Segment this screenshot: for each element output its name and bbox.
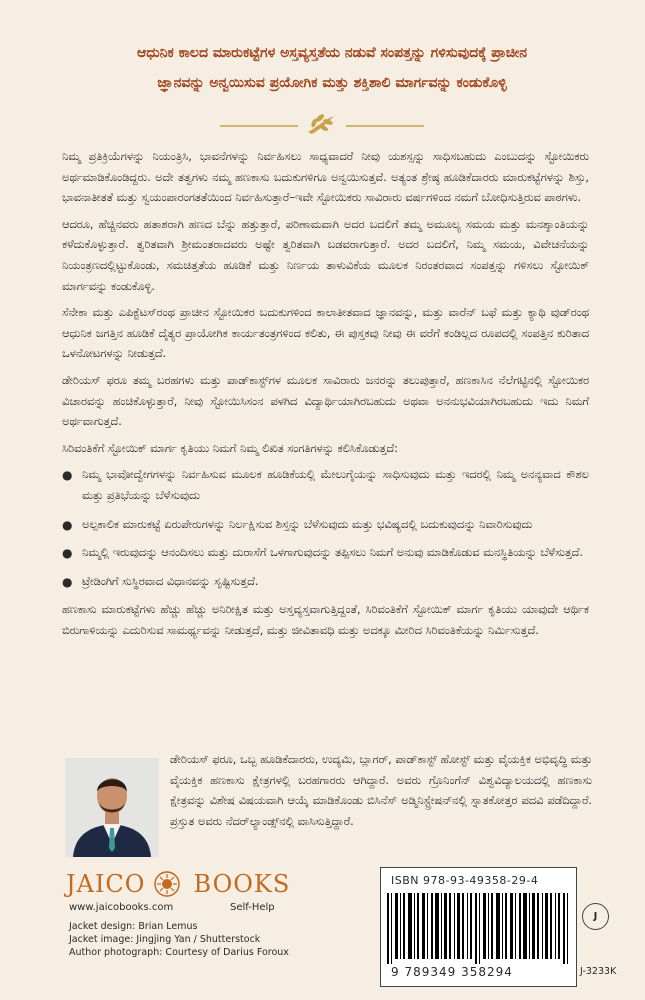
barcode-icon xyxy=(387,893,570,964)
headline-line-1: ಆಧುನಿಕ ಕಾಲದ ಮಾರುಕಟ್ಟೆಗಳ ಅಸ್ತವ್ಯಸ್ತತೆಯ ನಡುವೆ ಸಂಪತ್ತನ್ನು ಗಳಿಸುವುದಕ್ಕೆ ಪ್ರಾಚೀನ xyxy=(136,45,528,61)
blurb-paragraph: ಡೇರಿಯಸ್ ಫರೂ ತಮ್ಮ ಬರಹಗಳು ಮತ್ತು ಪಾಡ್‌ಕಾಸ್ಟ್‌ಗಳ ಮೂಲಕ ಸಾವಿರಾರು ಜನರನ್ನು ತಲುಪುತ್ತಾರೆ, ಹಣಕಾಸಿನ ನೆಲೆಗಟ್ಟಿನಲ್ಲಿ ಸ್ಟೋಯಿಕರ ವಿಚಾರವನ್ನು ಹಂಚಿಕೊಳ್ಳುತ್ತಾರೆ, ನೀವು ಸ್ಟೋಯಿಸಿಸಂನ ಪಳಗಿದ ವಿದ್ಯಾರ್ಥಿಯಾಗಿರಬಹುದು ಅಥವಾ ಅನನುಭವಿಯಾಗಿರಬಹುದು ಇದು ನಿಮಗೆ ಅರ್ಥವಾಗುತ್ತದೆ. xyxy=(62,373,589,429)
publisher-website: www.jaicobooks.com xyxy=(69,902,174,913)
catalog-code: J-3233K xyxy=(580,966,617,977)
list-item: ● ಅಲ್ಪಕಾಲಿಕ ಮಾರುಕಟ್ಟೆ ಏರುಪೇರುಗಳನ್ನು ನಿರ್ಲಕ್ಷಿಸುವ ಶಿಸ್ತನ್ನು ಬೆಳೆಸುವುದು ಮತ್ತು ಭವಿಷ್ಯದಲ್ಲಿ ಬದುಕುವುದನ್ನು ನಿವಾರಿಸುವುದು xyxy=(62,515,589,536)
credit-line: Author photograph: Courtesy of Darius Foroux xyxy=(69,947,289,958)
benefits-list xyxy=(62,465,589,592)
list-item: ● ನಿಮ್ಮ ಭಾವೋದ್ವೇಗಗಳನ್ನು ನಿರ್ವಹಿಸುವ ಮೂಲಕ ಹೂಡಿಕೆಯಲ್ಲಿ ಮೇಲುಗೈಯನ್ನು ಸಾಧಿಸುವುದು ಮತ್ತು ಇದರಲ್ಲಿ ನಿಮ್ಮ ಅನನ್ಯವಾದ ಕೌಶಲ ಮತ್ತು ಪ್ರತಿಭೆಯನ್ನು ಬೆಳೆಸುವುದು xyxy=(62,465,589,506)
blurb-body xyxy=(62,147,589,647)
barcode-panel xyxy=(380,867,577,987)
credit-line: Jacket image: Jingjing Yan / Shutterstock xyxy=(69,934,261,945)
sun-seal-icon xyxy=(153,870,181,898)
laurel-divider-icon xyxy=(216,108,428,142)
publisher-badge: J xyxy=(582,903,609,930)
headline-line-2: ಜ್ಞಾನವನ್ನು ಅನ್ವಯಿಸುವ ಪ್ರಯೋಗಿಕ ಮತ್ತು ಶಕ್ತಿಶಾಲಿ ಮಾರ್ಗವನ್ನು ಕಂಡುಕೊಳ್ಳಿ xyxy=(157,75,507,91)
author-bio: ಡೇರಿಯಸ್ ಫರೂ, ಒಬ್ಬ ಹೂಡಿಕೆದಾರರು, ಉದ್ಯಮಿ, ಬ್ಲಾಗರ್, ಪಾಡ್‌ಕಾಸ್ಟ್ ಹೋಸ್ಟ್ ಮತ್ತು ವೈಯಕ್ತಿಕ ಅಭಿವೃದ್ಧಿ ಮತ್ತು ವೈಯಕ್ತಿಕ ಹಣಕಾಸು ಕ್ಷೇತ್ರಗಳಲ್ಲಿ ಬರಹಗಾರರು ಆಗಿದ್ದಾರೆ. ಅವರು ಗ್ರೊನಿಂಗೆನ್ ವಿಶ್ವವಿದ್ಯಾಲಯದಲ್ಲಿ ಹಣಕಾಸು ಕ್ಷೇತ್ರವನ್ನು ವಿಶೇಷ ವಿಷಯವಾಗಿ ಆಯ್ಕೆ ಮಾಡಿಕೊಂಡು ಬಿಸಿನೆಸ್ ಅಡ್ಮಿನಿಸ್ಟ್ರೇಷನ್‌ನಲ್ಲಿ ಸ್ನಾತಕೋತ್ತರ ಪದವಿ ಪಡೆದಿದ್ದಾರೆ. ಪ್ರಸ್ತುತ ಅವರು ನೆದರ್‌ಲ್ಯಾಂಡ್ಸ್‌ನಲ್ಲಿ ವಾಸಿಸುತ್ತಿದ್ದಾರೆ. xyxy=(170,753,592,828)
blurb-paragraph: ಹಣಕಾಸು ಮಾರುಕಟ್ಟೆಗಳು ಹೆಚ್ಚು ಹೆಚ್ಚು ಅನಿರೀಕ್ಷಿತ ಮತ್ತು ಅಸ್ತವ್ಯಸ್ತವಾಗುತ್ತಿದ್ದಂತೆ, ಸಿರಿವಂತಿಕೆಗೆ ಸ್ಟೋಯಿಕ್ ಮಾರ್ಗ ಕೃತಿಯು ಯಾವುದೇ ಆರ್ಥಿಕ ಬಿರುಗಾಳಿಯನ್ನು ಎದುರಿಸುವ ಸಾಮರ್ಥ್ಯವನ್ನು ನೀಡುತ್ತದೆ, ಮತ್ತು ಜೀವಿತಾವಧಿ ಮತ್ತು ಅದಕ್ಕೂ ಮೀರಿದ ಸಿರಿವಂತಿಕೆಯನ್ನು ನಿರ್ಮಿಸುತ್ತದೆ. xyxy=(62,603,589,637)
barcode-number: 9 789349 358294 xyxy=(391,965,513,979)
credit-line: Jacket design: Brian Lemus xyxy=(69,921,198,932)
author-photo xyxy=(65,758,159,857)
back-cover-headline xyxy=(62,38,602,98)
isbn-label: ISBN 978-93-49358-29-4 xyxy=(391,874,539,887)
logo-right-text: BOOKS xyxy=(193,870,291,898)
logo-left-text: JAICO xyxy=(66,870,146,898)
list-item: ● ನಿಮ್ಮಲ್ಲಿ ಇರುವುದನ್ನು ಆನಂದಿಸಲು ಮತ್ತು ದುರಾಸೆಗೆ ಒಳಗಾಗುವುದನ್ನು ತಪ್ಪಿಸಲು ನಿಮಗೆ ಅನುವು ಮಾಡಿಕೊಡುವ ಮನಸ್ಥಿತಿಯನ್ನು ಬೆಳೆಸುತ್ತದೆ. xyxy=(62,543,589,564)
bullet-icon: ● xyxy=(62,468,73,483)
genre-label: Self-Help xyxy=(230,902,275,913)
bullet-icon: ● xyxy=(62,517,73,532)
bullet-icon: ● xyxy=(62,546,73,561)
blurb-paragraph: ಸೆನೇಕಾ ಮತ್ತು ಎಪಿಕ್ಟೆಟಸ್‌ರಂಥ ಪ್ರಾಚೀನ ಸ್ಟೋಯಿಕರ ಬದುಕುಗಳಿಂದ ಕಾಲಾತೀತವಾದ ಜ್ಞಾನವನ್ನು, ಮತ್ತು ವಾರೆನ್ ಬಫೆ ಮತ್ತು ಕ್ಯಾಥಿ ವುಡ್‌ರಂಥ ಆಧುನಿಕ ಜಗತ್ತಿನ ಹೂಡಿಕೆ ದೈತ್ಯರ ಪ್ರಾಯೋಗಿಕ ಕಾರ್ಯತಂತ್ರಗಳಿಂದ ಕಲಿತು, ಈ ಪುಸ್ತಕವು ನೀವು ಈ ವರೆಗೆ ಕಂಡಿಲ್ಲದ ರೂಪದಲ್ಲಿ ಸಂಪತ್ತಿನ ಕುರಿತಾದ ಒಳನೋಟಗಳನ್ನು ನೀಡುತ್ತದೆ. xyxy=(62,306,589,361)
bullet-icon: ● xyxy=(62,574,73,589)
blurb-paragraph: ಆದರೂ, ಹೆಚ್ಚಿನವರು ಹತಾಶರಾಗಿ ಹಣದ ಬೆನ್ನು ಹತ್ತುತ್ತಾರೆ, ಪರಿಣಾಮವಾಗಿ ಅದರ ಬದಲಿಗೆ ತಮ್ಮ ಅಮೂಲ್ಯ ಸಮಯ ಮತ್ತು ಮನಶ್ಶಾಂತಿಯನ್ನು ಕಳೆದುಕೊಳ್ಳುತ್ತಾರೆ. ತ್ವರಿತವಾಗಿ ಶ್ರೀಮಂತರಾದವರು ಅಷ್ಟೇ ತ್ವರಿತವಾಗಿ ಬಡವರಾಗುತ್ತಾರೆ. ಅದರ ಬದಲಿಗೆ, ನಿಮ್ಮ ಸಮಯ, ವಿವೇಚನೆಯನ್ನು ನಿಯಂತ್ರಣದಲ್ಲಿಟ್ಟುಕೊಂಡು, ಸಮಚಿತ್ತತೆಯ ಹೂಡಿಕೆ ಮತ್ತು ನಿರ್ಣಯ ತಾಳುವಿಕೆಯ ಮೂಲಕ ನಿರಂತರವಾದ ಸಂಪತ್ತನ್ನು ಗಳಿಸಲು ಸ್ಟೋಯಿಕ್ ಮಾರ್ಗವನ್ನು ಕಂಡುಕೊಳ್ಳಿ. xyxy=(62,217,589,293)
publisher-logo xyxy=(66,866,291,902)
blurb-paragraph: ನಿಮ್ಮ ಪ್ರತಿಕ್ರಿಯೆಗಳನ್ನು ನಿಯಂತ್ರಿಸಿ, ಭಾವನೆಗಳನ್ನು ನಿರ್ವಹಿಸಲು ಸಾಧ್ಯವಾದರೆ ನೀವು ಯಶಸ್ಸನ್ನು ಸಾಧಿಸಬಹುದು ಎಂಬುದನ್ನು ಸ್ಟೋಯಿಕರು ಅರ್ಥಮಾಡಿಕೊಂಡಿದ್ದರು. ಅದೇ ತತ್ವಗಳು ನಮ್ಮ ಹಣಕಾಸು ಬದುಕುಗಳಿಗೂ ಅನ್ವಯಿಸುತ್ತವೆ. ಅತ್ಯಂತ ಶ್ರೇಷ್ಠ ಹೂಡಿಕೆದಾರರು ಮಾರುಕಟ್ಟೆಗಳನ್ನು ಶಿಸ್ತು, ಭಾವನಾತೀತತೆ ಮತ್ತು ಸ್ವಯಂಪಾರಂಗತತೆಯಿಂದ ನಿರ್ವಹಿಸುತ್ತಾರೆ–ಇವೇ ಸ್ಟೋಯಿಕರು ಸಾವಿರಾರು ವರ್ಷಗಳಿಂದ ನಮಗೆ ಬೋಧಿಸುತ್ತಿರುವ ಪಾಠಗಳು. xyxy=(62,150,589,205)
list-item: ● ಟ್ರೇಡಿಂಗಿಗೆ ಸುಸ್ಥಿರವಾದ ವಿಧಾನವನ್ನು ಸೃಷ್ಟಿಸುತ್ತದೆ. xyxy=(62,572,589,593)
jacket-credits xyxy=(69,920,289,959)
blurb-paragraph: ಸಿರಿವಂತಿಕೆಗೆ ಸ್ಟೋಯಿಕ್ ಮಾರ್ಗ ಕೃತಿಯು ನಿಮಗೆ ನಿಮ್ಮ ಲಿಖಿತ ಸಂಗತಿಗಳನ್ನು ಕಲಿಸಿಕೊಡುತ್ತದೆ: xyxy=(62,441,398,455)
